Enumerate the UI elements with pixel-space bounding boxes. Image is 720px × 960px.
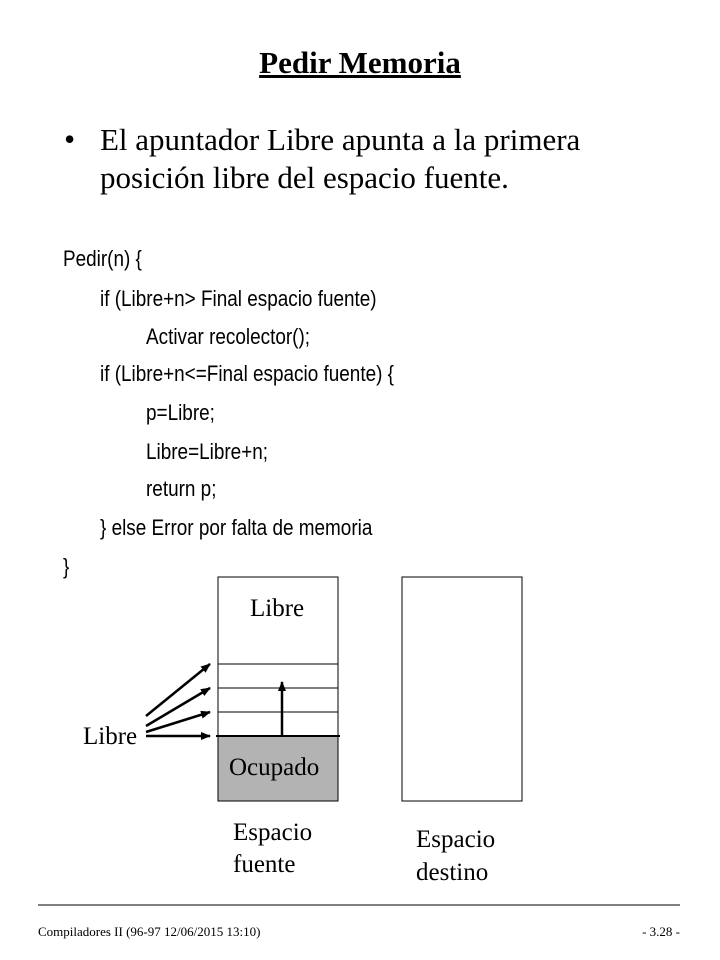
occupied-label: Ocupado (229, 754, 320, 781)
footer-course-info: Compiladores II (96-97 12/06/2015 13:10) (38, 924, 261, 939)
code-line-5: p=Libre; (146, 400, 215, 425)
destination-space-box (402, 577, 522, 801)
source-space-label-line-2: fuente (233, 851, 296, 878)
code-line-6: Libre=Libre+n; (146, 439, 269, 464)
pointer-arrow (146, 712, 210, 732)
code-line-9: } (63, 554, 70, 579)
dest-space-label-line-1: Espacio (416, 826, 496, 853)
footer-page-number: - 3.28 - (642, 924, 680, 939)
bullet-marker: • (64, 121, 76, 157)
dest-space-label-line-2: destino (416, 859, 489, 886)
code-line-4: if (Libre+n<=Final espacio fuente) { (100, 361, 394, 386)
page-title: Pedir Memoria (259, 45, 461, 80)
free-region-label: Libre (250, 595, 305, 622)
bullet-text-line-2: posición libre del espacio fuente. (100, 160, 509, 195)
bullet-text-line-1: El apuntador Libre apunta a la primera (100, 122, 581, 157)
code-line-2: if (Libre+n> Final espacio fuente) (100, 286, 377, 311)
pointer-label: Libre (83, 723, 138, 750)
source-space-label-line-1: Espacio (233, 819, 313, 846)
code-line-1: Pedir(n) { (63, 246, 142, 271)
code-line-8: } else Error por falta de memoria (100, 515, 373, 540)
code-line-3: Activar recolector(); (146, 324, 311, 349)
code-line-7: return p; (146, 476, 217, 501)
